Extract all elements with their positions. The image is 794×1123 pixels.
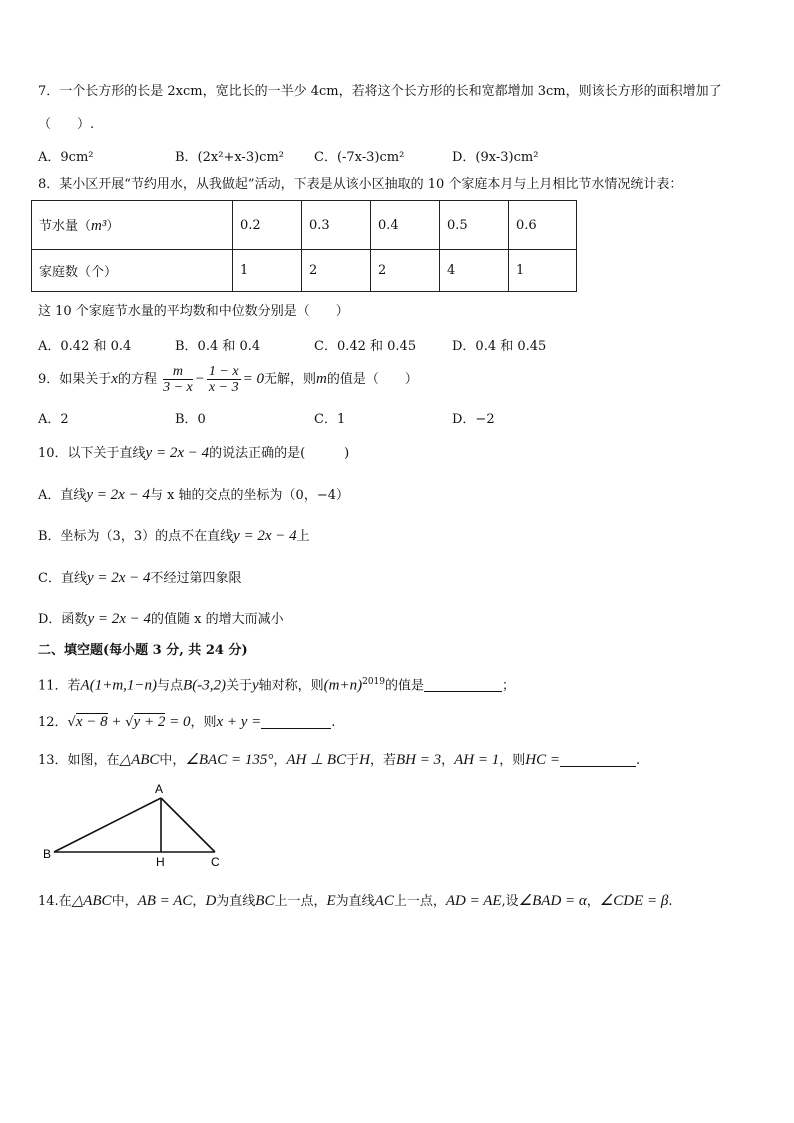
numerator: 1 − x — [208, 364, 239, 379]
table-row — [32, 250, 577, 292]
q14-text: ， — [586, 894, 600, 909]
q13-end: . — [635, 753, 641, 768]
q12-stem — [38, 713, 335, 732]
q10-option-a — [38, 486, 349, 505]
point-b: B(-3,2) — [183, 677, 226, 694]
table-cell: 2 — [371, 250, 440, 292]
q12-mid: ，则 — [190, 715, 217, 730]
q14-text: 中， — [111, 894, 138, 909]
q7-option-c: C．(-7x-3)cm² — [314, 150, 405, 165]
q7-option-b: B．(2x²+x-3)cm² — [175, 150, 284, 165]
answer-blank[interactable] — [424, 677, 502, 692]
q11-end: ； — [502, 678, 516, 694]
q9-option-c: C．1 — [314, 412, 346, 427]
q9-mid: 的方程 — [117, 372, 157, 387]
section-heading: 二、填空题(每小题 3 分, 共 24 分) — [38, 643, 248, 658]
radicand: y + 2 — [133, 714, 166, 730]
q7-option-a: A．9cm² — [38, 150, 94, 165]
q10-stem — [38, 444, 349, 463]
line-equation: y = 2x − 4 — [87, 611, 151, 627]
q11-mid3: 轴对称，则 — [258, 678, 324, 694]
q14-end: . — [668, 894, 673, 909]
q7-option-d: D．(9x-3)cm² — [452, 150, 539, 165]
bh-length: BH = 3 — [395, 752, 442, 768]
point-h: H — [359, 752, 370, 768]
q14-text: 上一点， — [274, 894, 327, 909]
q14-stem — [38, 892, 672, 911]
q14-text: ， — [192, 894, 206, 909]
q11-mid2: 关于 — [225, 678, 252, 694]
table-header-cell — [32, 201, 233, 250]
table-cell: 2 — [302, 250, 371, 292]
q8-option-d: D．0.4 和 0.45 — [452, 339, 547, 354]
answer-blank[interactable] — [560, 752, 636, 767]
q8-stem: 8．某小区开展“节约用水，从我做起”活动，下表是从该小区抽取的 10 个家庭本月与上月相比节水情况统计表： — [38, 177, 683, 192]
q11-stem — [38, 673, 515, 695]
unit: m³ — [91, 218, 107, 234]
equals: = 0 — [165, 714, 191, 730]
expression: x + y = — [216, 714, 262, 730]
q7-stem: 7．一个长方形的长是 2xcm，宽比长的一半少 4cm，若将这个长方形的长和宽都增加 3cm，则该长方形的面积增加了 — [38, 84, 722, 99]
triangle-figure — [40, 780, 240, 870]
plus: + — [107, 714, 126, 730]
opt-post: 的值随 x 的增大而减小 — [151, 612, 284, 627]
label-a: A — [155, 782, 164, 796]
axis-y: y — [251, 677, 259, 694]
q8-question: 这 10 个家庭节水量的平均数和中位数分别是（ ） — [38, 304, 349, 319]
q13-text: ， — [273, 753, 287, 768]
q9-option-d: D．−2 — [452, 412, 495, 427]
q7-paren: （ ）. — [38, 117, 95, 132]
q10-option-c — [38, 569, 242, 588]
q10-prefix: 10．以下关于直线 — [38, 446, 146, 461]
q9-prefix: 9．如果关于 — [38, 372, 112, 387]
opt-pre: D．函数 — [38, 612, 88, 627]
line-ac: AC — [374, 893, 394, 909]
q13-text: 13．如图，在 — [38, 753, 120, 768]
line-equation: y = 2x − 4 — [145, 445, 210, 461]
q14-text: ,设 — [501, 894, 519, 909]
q14-text: 为直线 — [216, 894, 256, 909]
label-b: B — [43, 847, 52, 861]
opt-pre: B．坐标为（3，3）的点不在直线 — [38, 529, 234, 544]
answer-blank[interactable] — [261, 714, 331, 729]
table-cell: 1 — [233, 250, 302, 292]
line-equation: y = 2x − 4 — [86, 570, 151, 586]
q9-option-b: B．0 — [175, 412, 206, 427]
radicand: x − 8 — [75, 714, 108, 730]
side-ac — [161, 798, 215, 852]
q12-prefix: 12． — [38, 715, 68, 730]
sqrt-symbol: √ — [67, 715, 76, 730]
side-ba — [54, 798, 161, 852]
table-cell: 0.5 — [440, 201, 509, 250]
table-cell: 0.3 — [302, 201, 371, 250]
table-cell: 0.4 — [371, 201, 440, 250]
q13-text: 中， — [159, 753, 186, 768]
table-cell: 0.2 — [233, 201, 302, 250]
fraction — [207, 364, 241, 395]
q10-option-d — [38, 610, 284, 629]
q13-text: ， — [441, 753, 455, 768]
q9-stem — [38, 362, 418, 397]
equation: AD = AE — [445, 893, 502, 909]
line-equation: y = 2x − 4 — [233, 528, 297, 544]
equals: = 0 — [242, 371, 264, 387]
q9-suffix1: 无解，则 — [263, 372, 316, 387]
q9-option-a: A．2 — [38, 412, 69, 427]
q11-prefix: 11．若 — [38, 678, 81, 694]
point-d: D — [205, 893, 217, 909]
q14-text: 14.在 — [38, 894, 72, 909]
perpendicular: AH ⊥ BC — [286, 752, 347, 768]
line-bc: BC — [255, 893, 275, 909]
table-header-cell: 家庭数（个） — [32, 250, 233, 292]
opt-post: 上 — [296, 529, 310, 544]
q13-text: 于 — [346, 753, 360, 768]
ah-length: AH = 1 — [454, 752, 500, 768]
equation: AB = AC — [137, 893, 193, 909]
point-a: A(1+m,1−n) — [80, 677, 158, 694]
table-cell: 0.6 — [509, 201, 577, 250]
denominator: 3 − x — [163, 380, 193, 395]
opt-post: 不经过第四象限 — [150, 571, 242, 586]
expression: (m+n) — [323, 677, 363, 694]
q14-text: 为直线 — [335, 894, 375, 909]
opt-pre: A．直线 — [38, 488, 87, 503]
q8-option-b: B．0.4 和 0.4 — [175, 339, 261, 354]
triangle: △ABC — [119, 752, 160, 768]
q10-option-b — [38, 527, 310, 546]
row1-close: ） — [106, 219, 120, 234]
q13-text: ，若 — [369, 753, 396, 768]
fraction — [163, 364, 193, 395]
var-m: m — [315, 371, 327, 387]
sqrt-symbol: √ — [125, 715, 134, 730]
q11-mid: 与点 — [157, 678, 184, 694]
q13-stem — [38, 751, 640, 770]
label-c: C — [211, 855, 220, 869]
q12-end: . — [331, 715, 336, 730]
q8-option-a: A．0.42 和 0.4 — [38, 339, 132, 354]
exponent: 2019 — [362, 677, 386, 687]
var-x: x — [111, 371, 118, 387]
opt-post: 与 x 轴的交点的坐标为（0，−4） — [149, 488, 349, 503]
q11-suffix: 的值是 — [385, 678, 425, 694]
table-row — [32, 201, 577, 250]
table-cell: 4 — [440, 250, 509, 292]
water-saving-table — [31, 200, 577, 292]
label-h: H — [156, 855, 165, 869]
hc-expression: HC = — [525, 752, 560, 768]
minus-sign: − — [194, 371, 205, 387]
row1-label: 节水量（ — [39, 219, 92, 234]
q13-text: ，则 — [499, 753, 526, 768]
line-equation: y = 2x − 4 — [86, 487, 150, 503]
table-cell: 1 — [509, 250, 577, 292]
q14-text: 上一点， — [393, 894, 446, 909]
numerator: m — [163, 364, 193, 380]
opt-pre: C．直线 — [38, 571, 87, 586]
angle-alpha: ∠BAD = α — [518, 893, 587, 909]
triangle: △ABC — [71, 893, 112, 909]
q9-suffix2: 的值是（ ） — [326, 372, 418, 387]
denominator: x − 3 — [208, 380, 239, 395]
angle: ∠BAC = 135° — [185, 752, 274, 768]
point-e: E — [326, 893, 336, 909]
q8-option-c: C．0.42 和 0.45 — [314, 339, 417, 354]
angle-beta: ∠CDE = β — [599, 893, 669, 909]
q10-suffix: 的说法正确的是( ) — [209, 446, 350, 461]
